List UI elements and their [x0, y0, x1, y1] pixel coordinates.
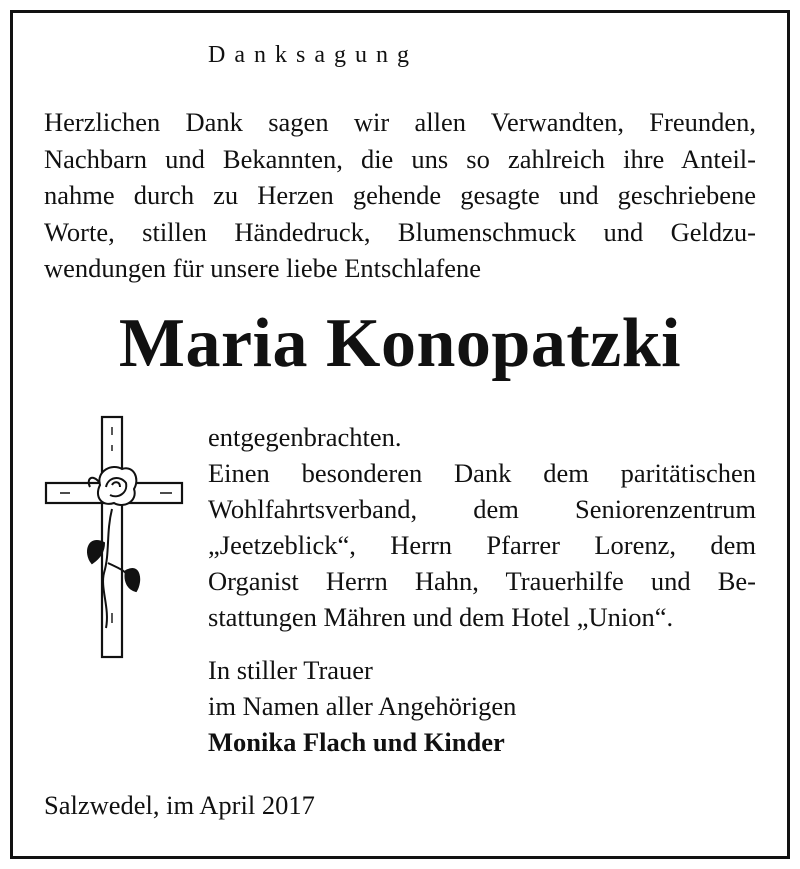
- intro-line: nahme durch zu Herzen gehende gesagte und geschriebene: [44, 180, 756, 210]
- body-line: Organist Herrn Hahn, Trauerhilfe und Be-: [208, 566, 756, 596]
- acknowledgement-paragraph: [208, 419, 756, 635]
- place-date: Salzwedel, im April 2017: [44, 790, 315, 820]
- deceased-name: Maria Konopatzki: [118, 305, 682, 382]
- signature-block: [208, 652, 516, 760]
- signature-line: im Namen aller Angehörigen: [208, 691, 517, 721]
- intro-line: Nachbarn und Bekannten, die uns so zahlreich ihre Anteil-: [44, 143, 756, 174]
- signature-line: In stiller Trauer: [208, 655, 373, 685]
- body-line: Wohlfahrtsverband, dem Seniorenzentrum: [208, 494, 756, 524]
- body-line: Einen besonderen Dank dem paritätischen: [208, 458, 756, 488]
- notice-heading: Danksagung: [208, 42, 418, 68]
- family-name: Monika Flach und Kinder: [208, 727, 505, 757]
- body-line: entgegenbrachten.: [208, 422, 402, 452]
- body-line: stattungen Mähren und dem Hotel „Union“.: [208, 602, 674, 632]
- intro-paragraph: [44, 104, 756, 287]
- intro-line: Worte, stillen Händedruck, Blumenschmuck und Geldzu-: [44, 216, 756, 247]
- intro-line: Herzlichen Dank sagen wir allen Verwandten, Freunden,: [44, 107, 756, 137]
- cross-with-rose-icon: [40, 413, 188, 663]
- intro-line: wendungen für unsere liebe Entschlafene: [44, 253, 482, 283]
- body-line: „Jeetzeblick“, Herrn Pfarrer Lorenz, dem: [208, 530, 756, 560]
